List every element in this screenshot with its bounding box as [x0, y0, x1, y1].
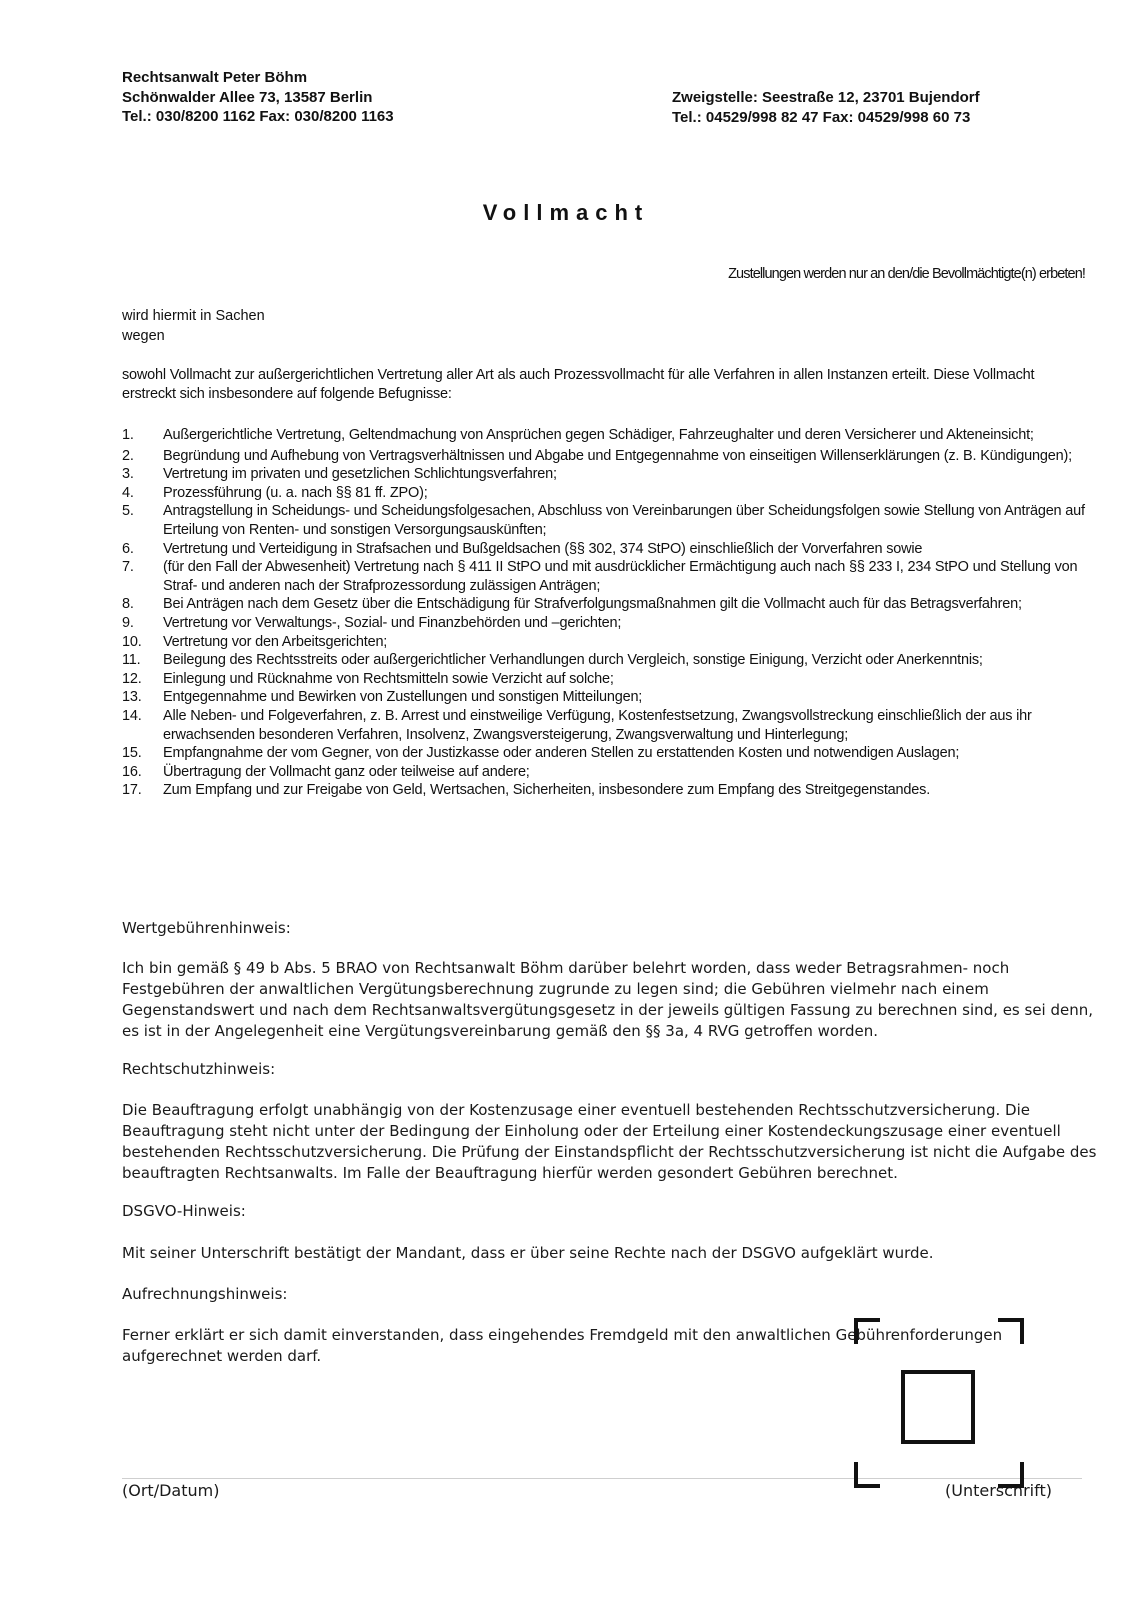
power-item-number: 16. — [122, 763, 142, 780]
power-item — [122, 781, 1092, 800]
service-notice: Zustellungen werden nur an den/die Bevollmächtigte(n) erbeten! — [728, 266, 1085, 282]
document-title: Vollmacht — [482, 200, 650, 225]
power-item-number: 1. — [122, 427, 134, 443]
power-item — [122, 484, 1092, 503]
signature-label: (Unterschrift) — [945, 1481, 1052, 1500]
power-item — [122, 595, 1092, 614]
power-item-text: Vertretung vor Verwaltungs-, Sozial- und Finanzbehörden und –gerichten; — [163, 614, 622, 631]
letterhead-branch-office — [672, 88, 980, 127]
power-item-number: 10. — [122, 633, 142, 650]
gdpr-heading: DSGVO-Hinweis: — [122, 1202, 246, 1220]
power-item-text: Einlegung und Rücknahme von Rechtsmitteln sowie Verzicht auf solche; — [163, 670, 614, 687]
legal-insurance-text: Die Beauftragung erfolgt unabhängig von der Kostenzusage einer eventuell bestehenden Rechtsschutzversicherung. Die Beauftragung steht nicht unter der Bedingung der Einholung oder der Erteilung einer Kostendeckungszusage einer eventuell bestehenden Rechtsschutzversicherung. Die Prüfung der Einstandspflicht der Rechtsschutzversicherung ist nicht die Aufgabe des beauftragten Rechtsanwalts. Im Falle der Beauftragung hierfür werden gesondert Gebühren berechnet. — [122, 1101, 1097, 1182]
power-item-text: Empfangnahme der vom Gegner, von der Justizkasse oder anderen Stellen zu erstattenden Kosten und notwendigen Auslagen; — [163, 745, 960, 762]
power-item-number: 5. — [122, 503, 134, 520]
power-item-text: Übertragung der Vollmacht ganz oder teilweise auf andere; — [163, 763, 530, 780]
power-item-text: Begründung und Aufhebung von Vertragsverhältnissen und Abgabe und Entgegennahme von einseitigen Willenserklärungen (z. B. Kündigungen); — [163, 447, 1072, 464]
branch-address: Zweigstelle: Seestraße 12, 23701 Bujendorf — [672, 89, 980, 106]
power-item — [122, 614, 1092, 633]
power-item — [122, 707, 1092, 744]
power-item-text: Beilegung des Rechtsstreits oder außergerichtlicher Verhandlungen durch Vergleich, sonstige Einigung, Verzicht oder Anerkenntnis; — [163, 652, 983, 669]
power-item-number: 12. — [122, 670, 142, 687]
lawyer-name: Rechtsanwalt Peter Böhm — [122, 69, 308, 86]
main-office-phone-fax: Tel.: 030/8200 1162 Fax: 030/8200 1163 — [122, 108, 394, 125]
case-subject-line: wegen — [122, 328, 165, 344]
power-item-text: Prozessführung (u. a. nach §§ 81 ff. ZPO); — [163, 484, 428, 501]
power-item — [122, 540, 1092, 559]
power-item — [122, 502, 1092, 539]
power-item-text: Vertretung im privaten und gesetzlichen Schlichtungsverfahren; — [163, 466, 557, 483]
legal-insurance-heading: Rechtschutzhinweis: — [122, 1060, 276, 1078]
power-item-number: 6. — [122, 540, 134, 557]
power-item-number: 14. — [122, 707, 142, 724]
branch-phone-fax: Tel.: 04529/998 82 47 Fax: 04529/998 60 73 — [672, 108, 971, 126]
power-item-number: 9. — [122, 614, 134, 631]
fee-notice-heading: Wertgebührenhinweis: — [122, 919, 291, 937]
power-item-number: 7. — [122, 559, 134, 576]
power-item — [122, 633, 1092, 652]
place-date-label: (Ort/Datum) — [122, 1481, 220, 1500]
power-item — [122, 447, 1092, 466]
focus-frame-corner-bottom-right — [998, 1462, 1024, 1488]
power-item-number: 3. — [122, 466, 134, 483]
power-item — [122, 465, 1092, 484]
power-item-number: 8. — [122, 596, 134, 613]
offset-heading: Aufrechnungshinweis: — [122, 1285, 288, 1303]
signature-line — [122, 1478, 1082, 1479]
case-matter-line: wird hiermit in Sachen — [122, 308, 265, 324]
main-office-address: Schönwalder Allee 73, 13587 Berlin — [122, 88, 373, 106]
signature-target-box[interactable] — [901, 1370, 975, 1444]
power-item — [122, 651, 1092, 670]
letterhead-main-office — [122, 68, 394, 127]
power-item-number: 11. — [122, 652, 141, 669]
power-item-text: Außergerichtliche Vertretung, Geltendmachung von Ansprüchen gegen Schädiger, Fahrzeughalter und deren Versicherer und Akteneinsicht; — [163, 427, 1034, 443]
power-item-text: Zum Empfang und zur Freigabe von Geld, Wertsachen, Sicherheiten, insbesondere zum Empfang des Streitgegenstandes. — [163, 782, 931, 799]
power-item-number: 2. — [122, 447, 134, 464]
power-item — [122, 744, 1092, 763]
power-item-number: 17. — [122, 782, 142, 799]
fee-notice-text: Ich bin gemäß § 49 b Abs. 5 BRAO von Rechtsanwalt Böhm darüber belehrt worden, dass weder Betragsrahmen- noch Festgebühren der anwaltlichen Vergütungsberechnung zugrunde zu legen sind; die Gebühren vielmehr nach einem Gegenstandswert und nach dem Rechtsanwaltsvergütungsgesetz in der jeweils gültigen Fassung zu berechnen sind, es sei denn, es ist in der Angelegenheit eine Vergütungsvereinbarung gemäß den §§ 3a, 4 RVG getroffen worden. — [122, 959, 1094, 1040]
power-item-text: (für den Fall der Abwesenheit) Vertretung nach § 411 II StPO und mit ausdrücklicher Ermächtigung auch nach §§ 233 I, 234 StPO und Stellung von Straf- und anderen nach der Strafprozessordung zulässigen Anträgen; — [163, 559, 1078, 594]
powers-list — [122, 426, 1092, 800]
power-item-text: Entgegennahme und Bewirken von Zustellungen und sonstigen Mitteilungen; — [163, 689, 643, 706]
power-item — [122, 688, 1092, 707]
offset-text: Ferner erklärt er sich damit einverstanden, dass eingehendes Fremdgeld mit den anwaltlichen Gebührenforderungen aufgerechnet werden darf. — [122, 1326, 1003, 1365]
power-item-number: 13. — [122, 689, 142, 706]
power-item-text: Alle Neben- und Folgeverfahren, z. B. Arrest und einstweilige Verfügung, Kostenfestsetzung, Zwangsvollstreckung einschließlich der aus ihr erwachsenden besonderen Verfahren, Insolvenz, Zwangsversteigerung, Zwangsverwaltung und Hinterlegung; — [163, 707, 1032, 743]
case-reference — [122, 306, 265, 346]
focus-frame-corner-top-left — [854, 1318, 880, 1344]
power-item-number: 15. — [122, 745, 142, 762]
power-item — [122, 426, 1092, 445]
gdpr-text: Mit seiner Unterschrift bestätigt der Mandant, dass er über seine Rechte nach der DSGVO aufgeklärt wurde. — [122, 1244, 934, 1262]
power-item-text: Bei Anträgen nach dem Gesetz über die Entschädigung für Strafverfolgungsmaßnahmen gilt die Vollmacht auch für das Betragsverfahren; — [163, 596, 1022, 613]
power-item — [122, 558, 1092, 595]
power-item-text: Antragstellung in Scheidungs- und Scheidungsfolgesachen, Abschluss von Vereinbarungen über Scheidungsfolgen sowie Stellung von Anträgen auf Erteilung von Renten- und sonstigen Versorgungsauskünften; — [163, 503, 1085, 538]
power-item-text: Vertretung vor den Arbeitsgerichten; — [163, 633, 388, 650]
power-item — [122, 763, 1092, 782]
focus-frame-corner-top-right — [998, 1318, 1024, 1344]
power-item — [122, 670, 1092, 689]
intro-paragraph: sowohl Vollmacht zur außergerichtlichen Vertretung aller Art als auch Prozessvollmacht für alle Verfahren in allen Instanzen erteilt. Diese Vollmacht erstreckt sich insbesondere auf folgende Befugnisse: — [122, 367, 1035, 402]
power-item-text: Vertretung und Verteidigung in Strafsachen und Bußgeldsachen (§§ 302, 374 StPO) einschließlich der Vorverfahren sowie — [163, 540, 923, 557]
focus-frame-corner-bottom-left — [854, 1462, 880, 1488]
power-item-number: 4. — [122, 484, 134, 501]
